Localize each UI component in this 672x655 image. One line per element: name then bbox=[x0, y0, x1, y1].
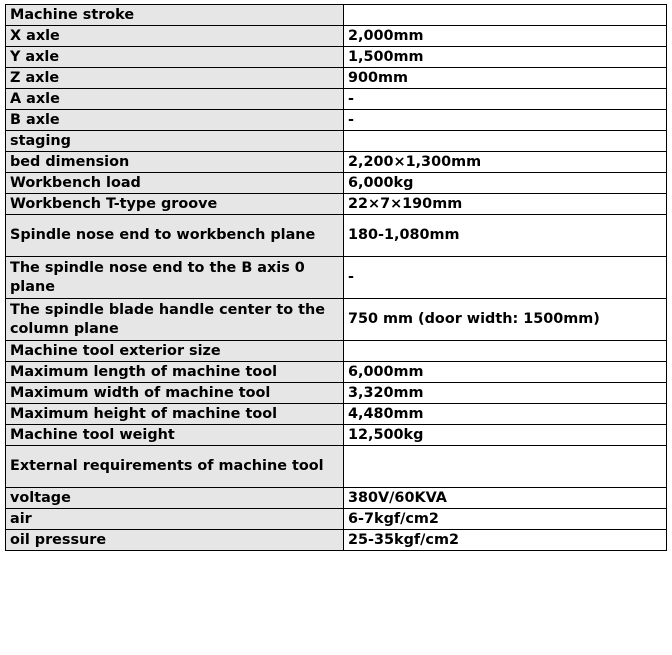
table-row bbox=[6, 131, 667, 152]
table-row bbox=[6, 110, 667, 131]
row-label: Machine tool weight bbox=[6, 425, 344, 446]
table-row bbox=[6, 257, 667, 299]
table-row bbox=[6, 404, 667, 425]
row-label: voltage bbox=[6, 488, 344, 509]
table-row bbox=[6, 215, 667, 257]
table-row bbox=[6, 341, 667, 362]
row-label: Machine tool exterior size bbox=[6, 341, 344, 362]
row-value: 6-7kgf/cm2 bbox=[344, 509, 667, 530]
row-label: B axle bbox=[6, 110, 344, 131]
row-label: Maximum height of machine tool bbox=[6, 404, 344, 425]
row-value: - bbox=[344, 89, 667, 110]
table-row bbox=[6, 509, 667, 530]
spec-table bbox=[5, 4, 667, 551]
row-label: Maximum width of machine tool bbox=[6, 383, 344, 404]
row-label: staging bbox=[6, 131, 344, 152]
row-label: Spindle nose end to workbench plane bbox=[6, 215, 344, 257]
row-value: 2,000mm bbox=[344, 26, 667, 47]
row-label: Y axle bbox=[6, 47, 344, 68]
row-value: 6,000kg bbox=[344, 173, 667, 194]
row-label: Machine stroke bbox=[6, 5, 344, 26]
row-value: 380V/60KVA bbox=[344, 488, 667, 509]
row-label: External requirements of machine tool bbox=[6, 446, 344, 488]
row-value: 12,500kg bbox=[344, 425, 667, 446]
table-row bbox=[6, 68, 667, 89]
row-label: oil pressure bbox=[6, 530, 344, 551]
row-label: air bbox=[6, 509, 344, 530]
table-row bbox=[6, 26, 667, 47]
row-value: 180-1,080mm bbox=[344, 215, 667, 257]
row-value: 2,200×1,300mm bbox=[344, 152, 667, 173]
row-value: 22×7×190mm bbox=[344, 194, 667, 215]
row-value: 900mm bbox=[344, 68, 667, 89]
row-label: The spindle blade handle center to the column plane bbox=[6, 299, 344, 341]
spec-table-body bbox=[6, 5, 667, 551]
table-row bbox=[6, 194, 667, 215]
table-row bbox=[6, 299, 667, 341]
row-label: Workbench load bbox=[6, 173, 344, 194]
row-value: - bbox=[344, 257, 667, 299]
table-row bbox=[6, 5, 667, 26]
row-label: Maximum length of machine tool bbox=[6, 362, 344, 383]
row-value bbox=[344, 446, 667, 488]
table-row bbox=[6, 425, 667, 446]
table-row bbox=[6, 152, 667, 173]
row-label: The spindle nose end to the B axis 0 plane bbox=[6, 257, 344, 299]
table-row bbox=[6, 446, 667, 488]
row-label: Z axle bbox=[6, 68, 344, 89]
table-row bbox=[6, 383, 667, 404]
row-value bbox=[344, 341, 667, 362]
row-value bbox=[344, 131, 667, 152]
row-value: 750 mm (door width: 1500mm) bbox=[344, 299, 667, 341]
row-value: 4,480mm bbox=[344, 404, 667, 425]
row-value bbox=[344, 5, 667, 26]
row-value: 6,000mm bbox=[344, 362, 667, 383]
row-value: 3,320mm bbox=[344, 383, 667, 404]
row-label: Workbench T-type groove bbox=[6, 194, 344, 215]
row-label: bed dimension bbox=[6, 152, 344, 173]
table-row bbox=[6, 89, 667, 110]
row-label: A axle bbox=[6, 89, 344, 110]
table-row bbox=[6, 530, 667, 551]
table-row bbox=[6, 488, 667, 509]
row-value: - bbox=[344, 110, 667, 131]
row-value: 1,500mm bbox=[344, 47, 667, 68]
table-row bbox=[6, 362, 667, 383]
table-row bbox=[6, 173, 667, 194]
row-value: 25-35kgf/cm2 bbox=[344, 530, 667, 551]
table-row bbox=[6, 47, 667, 68]
row-label: X axle bbox=[6, 26, 344, 47]
